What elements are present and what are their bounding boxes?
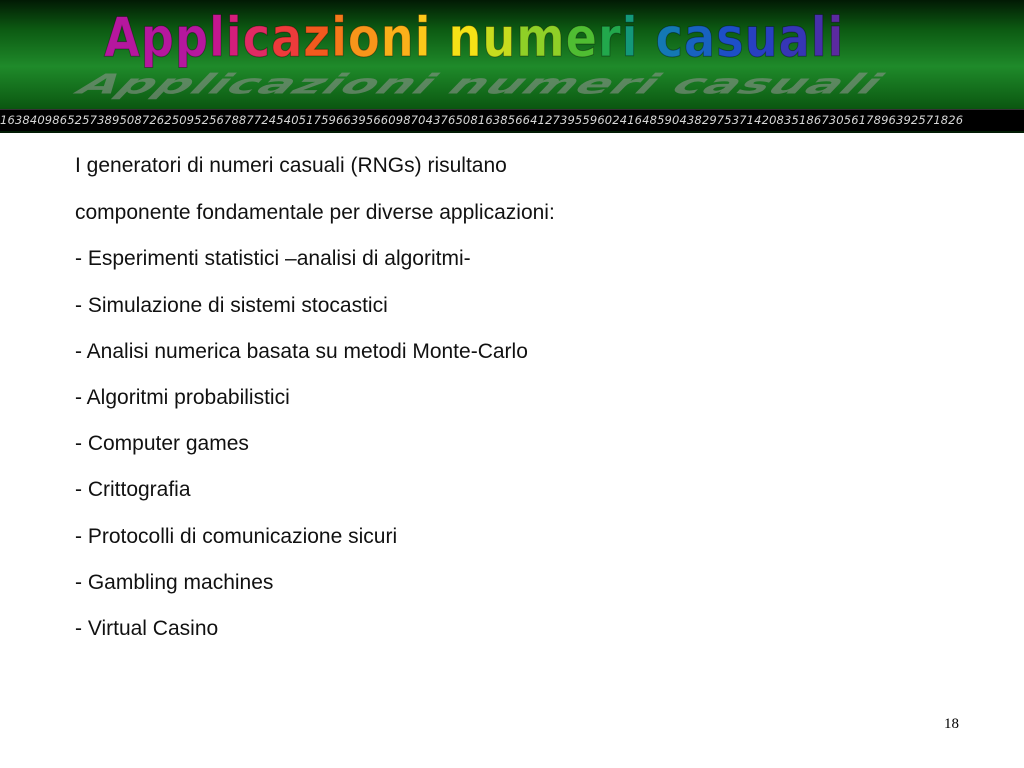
- body-line: I generatori di numeri casuali (RNGs) risultano: [75, 154, 507, 177]
- bullet-item: - Simulazione di sistemi stocastici: [75, 293, 388, 317]
- title-letter: m: [516, 6, 566, 69]
- bullet-item: - Crittografia: [75, 478, 191, 502]
- random-digits: 163840986525738950872625095256788772454051759663956609870437650816385664127395596024164859043829753714208351867305617896392571826: [0, 113, 964, 127]
- bullet-item: - Protocolli di comunicazione sicuri: [75, 524, 398, 548]
- title-letter: s: [716, 6, 745, 69]
- title-letter: o: [347, 6, 381, 69]
- body-line: componente fondamentale per diverse applicazioni:: [75, 201, 555, 225]
- title-letter: a: [683, 6, 717, 69]
- title-letter: A: [104, 6, 141, 69]
- title-letter: c: [655, 6, 684, 69]
- slide-header: [0, 0, 1024, 133]
- title-letter: l: [810, 6, 828, 69]
- bullet-item: - Gambling machines: [75, 570, 274, 594]
- title-letter: u: [482, 6, 517, 69]
- bullet-item: - Virtual Casino: [75, 616, 219, 640]
- title-letter: i: [621, 6, 639, 69]
- title-letter: p: [174, 6, 210, 69]
- bullet-item: - Analisi numerica basata su metodi Monte-Carlo: [75, 339, 528, 363]
- random-digits-band: [0, 109, 1024, 131]
- bullet-item: - Algoritmi probabilistici: [75, 385, 290, 409]
- bullet-item: - Esperimenti statistici –analisi di algoritmi-: [75, 247, 471, 271]
- title-letter: z: [303, 6, 332, 69]
- slide-title: [104, 6, 844, 69]
- title-letter: u: [744, 6, 779, 69]
- title-letter: e: [565, 6, 598, 69]
- title-letter: a: [778, 6, 811, 69]
- title-letter: r: [597, 6, 622, 69]
- title-letter: i: [414, 6, 432, 69]
- slide-body: [75, 144, 975, 652]
- title-letter: i: [827, 6, 845, 69]
- title-letter: [431, 6, 448, 69]
- title-letter: p: [140, 6, 175, 69]
- title-letter: c: [242, 6, 271, 69]
- title-letter: i: [225, 6, 243, 69]
- title-letter: n: [380, 6, 415, 69]
- title-letter: [638, 6, 655, 69]
- bullet-item: - Computer games: [75, 432, 249, 456]
- title-shadow: Applicazioni numeri casuali: [66, 68, 896, 100]
- page-number: 18: [944, 716, 959, 732]
- title-letter: n: [448, 6, 483, 69]
- title-letter: l: [209, 6, 226, 69]
- title-letter: a: [270, 6, 304, 69]
- title-letter: i: [331, 6, 348, 69]
